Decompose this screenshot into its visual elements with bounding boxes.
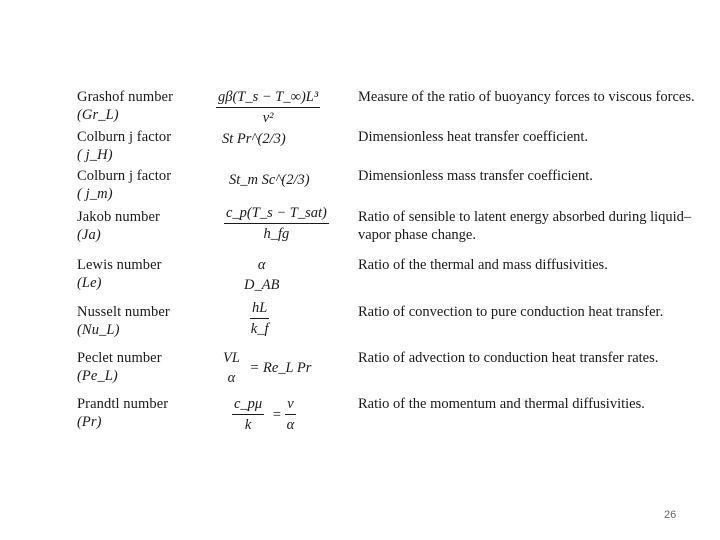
fraction <box>224 204 329 243</box>
formula <box>221 349 351 387</box>
denominator: k_f <box>250 321 269 337</box>
name-label: Grashof number <box>77 89 174 105</box>
equals-sign: = <box>271 406 282 423</box>
numerator: α <box>257 257 266 273</box>
quantity-name <box>77 256 217 292</box>
name-label: Jakob number <box>77 209 160 225</box>
quantity-name <box>77 395 217 431</box>
description: Ratio of the thermal and mass diffusivities. <box>358 257 608 273</box>
formula <box>232 395 352 434</box>
formula <box>244 256 364 294</box>
description: Ratio of the momentum and thermal diffusivities. <box>358 396 645 412</box>
name-label: Colburn j factor <box>77 168 172 184</box>
numerator: hL <box>250 299 269 319</box>
description: Dimensionless heat transfer coefficient. <box>358 129 589 145</box>
denominator: h_fg <box>263 226 290 242</box>
description: Dimensionless mass transfer coefficient. <box>358 168 593 184</box>
fraction <box>285 395 295 434</box>
name-label: Colburn j factor <box>77 129 172 145</box>
formula <box>216 88 336 127</box>
denominator: α <box>286 417 295 433</box>
numerator: ν <box>285 395 295 415</box>
formula <box>250 299 370 338</box>
fraction <box>221 349 242 387</box>
quantity-name <box>77 128 217 164</box>
symbol-label: (Pr) <box>77 414 102 430</box>
equation-rhs: = Re_L Pr <box>249 360 312 376</box>
symbol-label: (Pe_L) <box>77 368 118 384</box>
quantity-name <box>77 208 217 244</box>
formula: St Pr^(2/3) <box>222 131 286 147</box>
description: Ratio of advection to conduction heat transfer rates. <box>358 350 659 366</box>
denominator: k <box>244 417 252 433</box>
description: Ratio of convection to pure conduction heat transfer. <box>358 304 664 320</box>
fraction <box>244 256 279 294</box>
symbol-label: ( j_m) <box>77 186 113 202</box>
symbol-label: (Ja) <box>77 227 101 243</box>
symbol-label: (Nu_L) <box>77 322 120 338</box>
description: Ratio of sensible to latent energy absorbed during liquid–vapor phase change. <box>358 209 692 243</box>
name-label: Lewis number <box>77 257 162 273</box>
numerator: gβ(T_s − T_∞)L³ <box>216 88 320 108</box>
denominator: α <box>227 370 236 386</box>
quantity-name <box>77 349 217 385</box>
fraction <box>250 299 269 338</box>
formula <box>224 204 344 243</box>
numerator: VL <box>223 350 240 366</box>
name-label: Nusselt number <box>77 304 170 320</box>
fraction <box>232 395 264 434</box>
formula: St_m Sc^(2/3) <box>229 172 310 188</box>
name-label: Prandtl number <box>77 396 169 412</box>
quantity-name <box>77 167 217 203</box>
symbol-label: (Le) <box>77 275 102 291</box>
denominator: D_AB <box>244 277 280 293</box>
numerator: c_p(T_s − T_sat) <box>224 204 329 224</box>
symbol-label: ( j_H) <box>77 147 113 163</box>
denominator: ν² <box>262 110 274 126</box>
symbol-label: (Gr_L) <box>77 107 119 123</box>
quantity-name <box>77 303 217 339</box>
quantity-name <box>77 88 217 124</box>
page-number: 26 <box>664 509 677 521</box>
description: Measure of the ratio of buoyancy forces to viscous forces. <box>358 89 695 105</box>
fraction <box>216 88 320 127</box>
name-label: Peclet number <box>77 350 162 366</box>
numerator: c_pμ <box>232 395 264 415</box>
